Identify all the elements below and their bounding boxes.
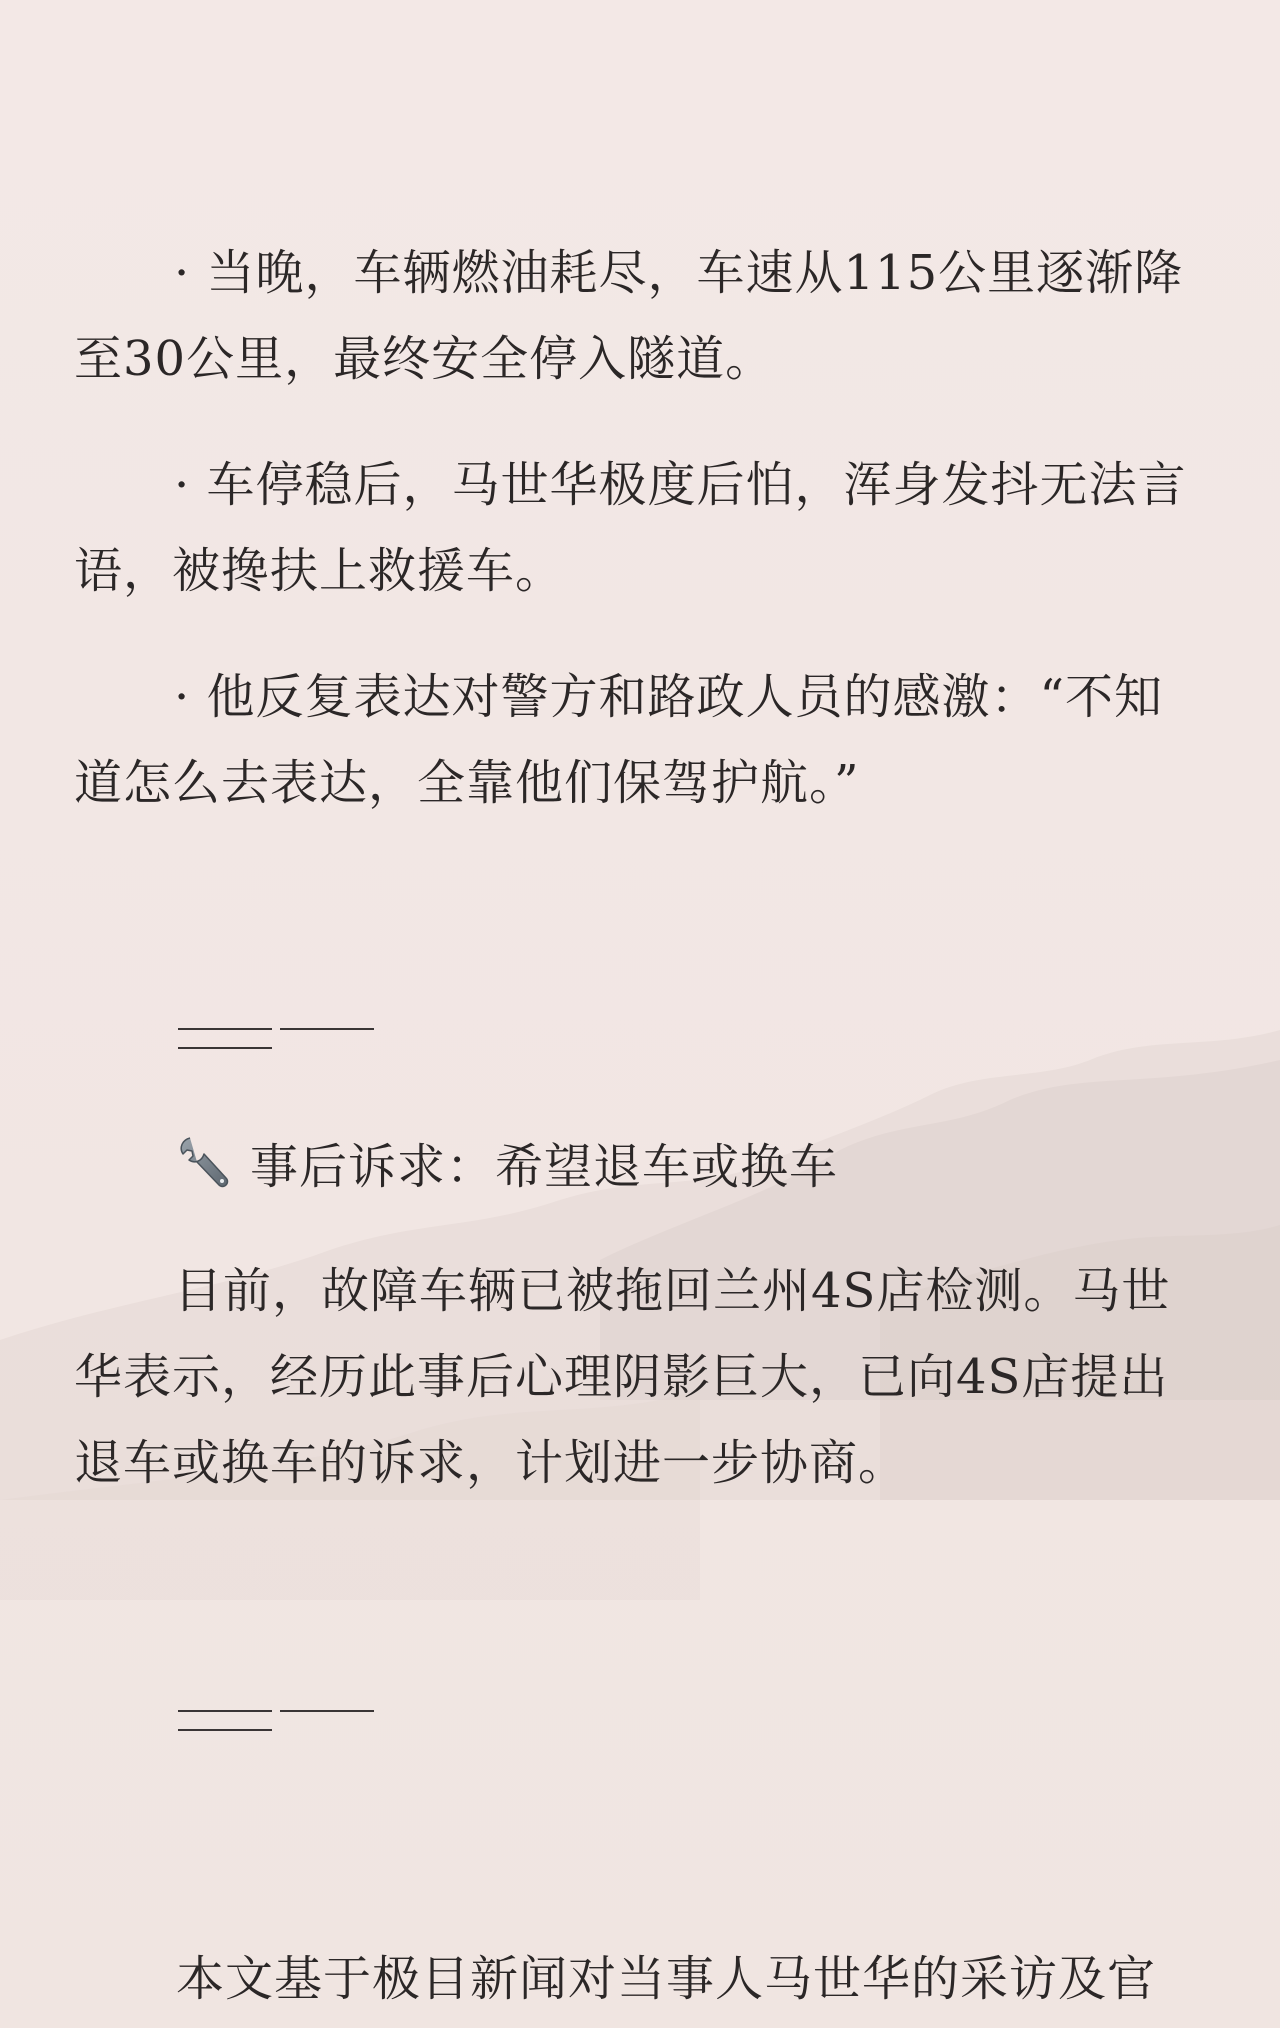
divider-dash: [178, 1047, 272, 1049]
source-note: 本文基于极目新闻对当事人马世华的采访及官: [176, 1951, 1157, 2007]
section-divider: [178, 1018, 478, 1052]
divider-dash: [178, 1028, 272, 1030]
section-content: [74, 1248, 1210, 1546]
top-paragraphs: [74, 230, 1210, 866]
wrench-icon: [176, 1132, 236, 1192]
divider-dash: [280, 1028, 374, 1030]
paragraph-demand: 目前，故障车辆已被拖回兰州4S店检测。马世华表示，经历此事后心理阴影巨大，已向4S店提出退车或换车的诉求，计划进一步协商。: [74, 1263, 1171, 1491]
paragraph-after-stop: · 车停稳后，马世华极度后怕，浑身发抖无法言语，被搀扶上救援车。: [74, 457, 1187, 599]
divider-dash: [280, 1710, 374, 1712]
section-divider: [178, 1700, 478, 1734]
section-heading: [176, 1130, 838, 1194]
paragraph-gratitude: · 他反复表达对警方和路政人员的感激：“不知道怎么去表达，全靠他们保驾护航。”: [74, 669, 1164, 811]
divider-dash: [178, 1729, 272, 1731]
section-heading-text: 事后诉求：希望退车或换车: [250, 1138, 839, 1195]
paragraph-fuel-exhausted: · 当晚，车辆燃油耗尽，车速从115公里逐渐降至30公里，最终安全停入隧道。: [74, 245, 1184, 387]
divider-dash: [178, 1710, 272, 1712]
